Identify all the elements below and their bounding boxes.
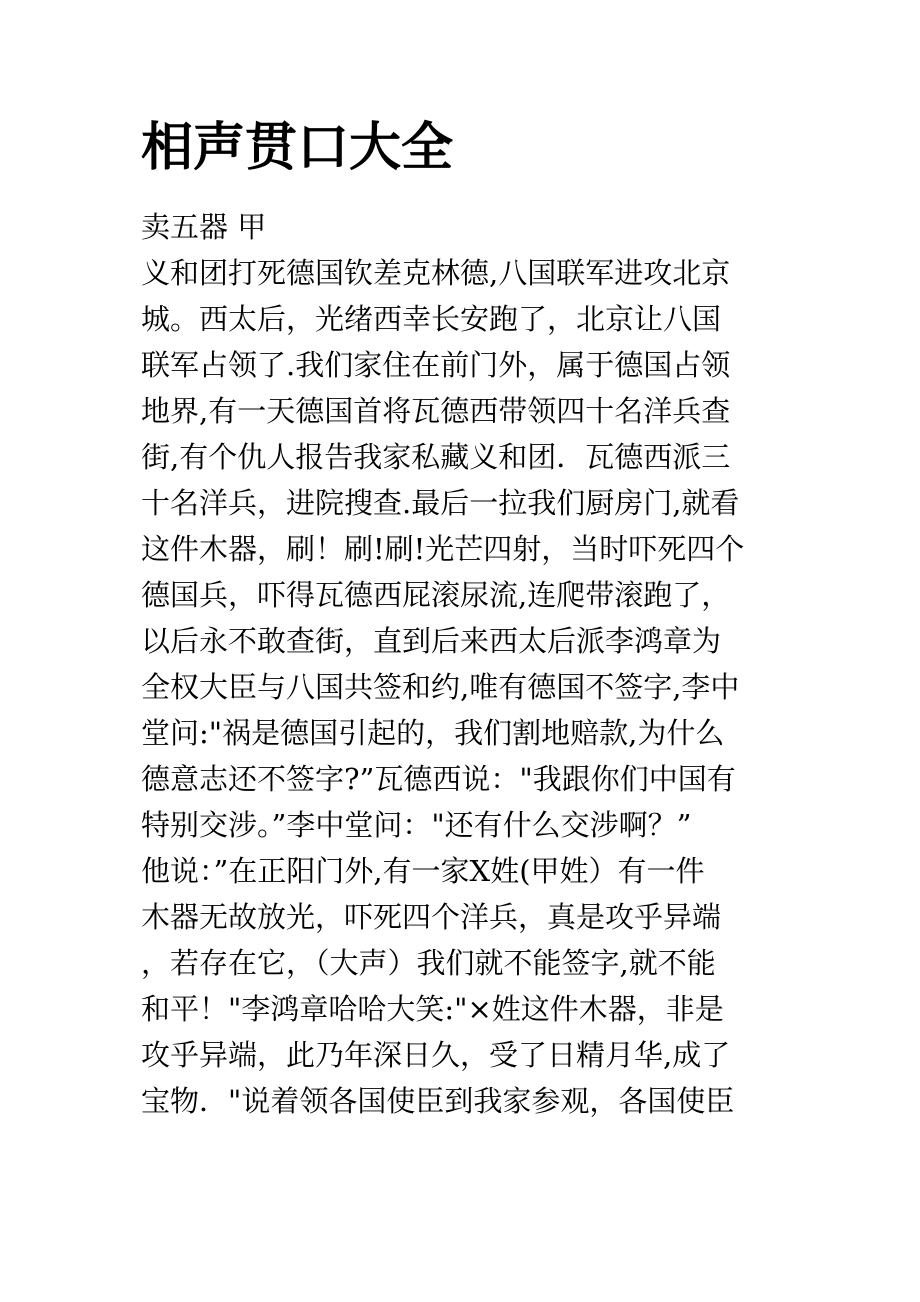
document-title: 相声贯口大全 [141,118,454,178]
text-line: 城。西太后，光绪西幸长安跑了，北京让八国 [141,302,722,336]
text-line: 攻乎异端，此乃年深日久，受了日精月华,成了 [141,1038,731,1072]
text-line: 这件木器，刷！刷!刷!光芒四射，当时吓死四个 [141,532,745,566]
text-line: 德意志还不签字?”瓦德西说："我跟你们中国有 [141,762,736,796]
text-line: 联军占领了.我们家住在前门外，属于德国占领 [141,348,731,382]
text-line: 全权大臣与八国共签和约,唯有德国不签字,李中 [141,670,740,704]
subtitle-line: 卖五器 甲 [141,210,267,244]
text-line: 特别交涉。”李中堂问："还有什么交涉啊？” [141,808,692,842]
text-line: 以后永不敢查街，直到后来西太后派李鸿章为 [141,624,722,658]
text-line: 宝物．"说着领各国使臣到我家参观，各国使臣 [141,1084,735,1118]
text-line: 十名洋兵，进院搜查.最后一拉我们厨房门,就看 [141,486,740,520]
text-line: 他说：”在正阳门外,有一家X姓(甲姓）有一件 [141,854,705,888]
text-line: 义和团打死德国钦差克林德,八国联军进攻北京 [141,256,731,290]
text-line: 地界,有一天德国首将瓦德西带领四十名洋兵查 [141,394,731,428]
text-line: 堂问:"祸是德国引起的，我们割地赔款,为什么 [141,716,725,750]
text-line: 木器无故放光，吓死四个洋兵，真是攻乎异端 [141,900,722,934]
text-line: 和平！"李鸿章哈哈大笑:"×姓这件木器，非是 [141,992,724,1026]
text-line: 德国兵，吓得瓦德西屁滚尿流,连爬带滚跑了， [141,578,731,612]
document-body [141,204,801,1124]
text-line: ，若存在它，（大声）我们就不能签字,就不能 [141,946,716,980]
text-line: 街,有个仇人报告我家私藏义和团．瓦德西派三 [141,440,731,474]
